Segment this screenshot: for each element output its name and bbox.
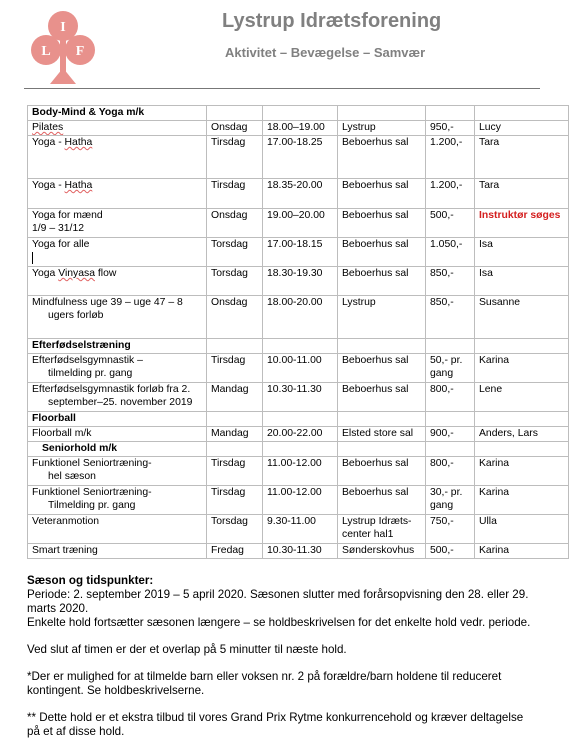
- logo-letter-l: L: [41, 44, 51, 59]
- instructor-cell-text: Lene: [479, 384, 503, 395]
- empty-cell: [263, 339, 338, 354]
- activity-cell-text: Yoga for alle: [32, 239, 90, 250]
- time-cell-text: 11.00-12.00: [267, 487, 322, 498]
- time-cell-text: 18.00-20.00: [267, 297, 323, 308]
- activity-cell: [28, 383, 207, 412]
- activity-cell-text: Yoga for mænd: [32, 210, 103, 221]
- instructor-cell: [475, 209, 569, 238]
- instructor-cell-text: Karina: [479, 487, 510, 498]
- activity-cell-text-line2: september–25. november 2019: [48, 396, 193, 408]
- period-line-3: Enkelte hold fortsætter sæsonen længere – se holdbeskrivelsen for det enkelte hold vedr. periode.: [27, 616, 531, 629]
- day-cell-text: Onsdag: [211, 297, 248, 308]
- activity-cell-text-line2: hel sæson: [48, 470, 96, 482]
- time-cell: [263, 121, 338, 136]
- instructor-cell-text: Karina: [479, 458, 510, 469]
- price-cell-text-line2: gang: [430, 367, 454, 379]
- overlap-note: Ved slut af timen er der et overlap på 5 minutter til næste hold.: [27, 643, 347, 656]
- spellcheck-word: Vinyasa: [58, 268, 95, 279]
- price-cell: [426, 179, 475, 209]
- time-cell: [263, 267, 338, 296]
- empty-cell: [263, 106, 338, 121]
- price-cell-text: 1.200,-: [430, 137, 463, 148]
- price-cell: [426, 544, 475, 559]
- day-cell-text: Torsdag: [211, 268, 248, 279]
- period-line-2: marts 2020.: [27, 602, 89, 615]
- place-cell: [338, 121, 426, 136]
- instructor-cell: [475, 238, 569, 267]
- place-cell: [338, 427, 426, 442]
- empty-cell: [338, 339, 426, 354]
- activity-cell-text-line2: ugers forløb: [48, 309, 104, 321]
- day-cell: [207, 179, 263, 209]
- table-row: [28, 267, 569, 296]
- price-cell: [426, 383, 475, 412]
- instructor-cell: [475, 296, 569, 339]
- day-cell: [207, 427, 263, 442]
- price-cell-text: 50,- pr.: [430, 355, 463, 366]
- empty-cell: [475, 412, 569, 427]
- activity-cell-text: Funktionel Seniortræning-: [32, 487, 152, 498]
- day-cell-text: Mandag: [211, 384, 249, 395]
- table-row: [28, 209, 569, 238]
- activity-cell: [28, 296, 207, 339]
- place-cell-text: Sønderskovhus: [342, 545, 415, 556]
- day-cell-text: Fredag: [211, 545, 244, 556]
- day-cell: [207, 238, 263, 267]
- price-cell-text: 850,-: [430, 268, 454, 279]
- activity-cell-text: Smart træning: [32, 545, 98, 556]
- activity-cell: [28, 238, 207, 267]
- table-row: [28, 238, 569, 267]
- place-cell-text: Lystrup: [342, 122, 376, 133]
- spellcheck-word: Hatha: [64, 137, 93, 148]
- instructor-cell: [475, 427, 569, 442]
- activity-cell: [28, 354, 207, 383]
- place-cell-text: Beboerhus sal: [342, 137, 409, 148]
- activity-cell-text: Yoga Vinyasa flow: [32, 268, 117, 279]
- price-cell-text: 800,-: [430, 458, 454, 469]
- place-cell-text: Lystrup Idræts-: [342, 516, 412, 527]
- instructor-cell-text: Anders, Lars: [479, 428, 538, 439]
- empty-cell: [338, 106, 426, 121]
- day-cell-text: Torsdag: [211, 516, 248, 527]
- time-cell: [263, 238, 338, 267]
- day-cell-text: Onsdag: [211, 210, 248, 221]
- season-notes: [27, 574, 557, 739]
- time-cell: [263, 383, 338, 412]
- activity-cell: [28, 457, 207, 486]
- lif-logo: [22, 6, 104, 88]
- logo-letter-i: I: [60, 20, 66, 35]
- price-cell-text: 850,-: [430, 297, 454, 308]
- instructor-cell: [475, 179, 569, 209]
- time-cell-text: 10.30-11.30: [267, 545, 322, 556]
- section-row: [28, 339, 569, 354]
- instructor-cell-text: Isa: [479, 268, 493, 279]
- place-cell: [338, 486, 426, 515]
- day-cell-text: Torsdag: [211, 239, 248, 250]
- time-cell-text: 18.30-19.30: [267, 268, 323, 279]
- price-cell-text: 900,-: [430, 428, 454, 439]
- place-cell-text: Beboerhus sal: [342, 384, 409, 395]
- price-cell: [426, 209, 475, 238]
- price-cell-text: 30,- pr.: [430, 487, 463, 498]
- extra-note-line-2: på et af disse hold.: [27, 725, 125, 738]
- section-title: [28, 339, 207, 354]
- logo-letter-f: F: [75, 44, 85, 59]
- time-cell: [263, 179, 338, 209]
- day-cell: [207, 544, 263, 559]
- day-cell-text: Onsdag: [211, 122, 248, 133]
- time-cell: [263, 515, 338, 544]
- section-title: [28, 412, 207, 427]
- empty-cell: [426, 412, 475, 427]
- time-cell: [263, 486, 338, 515]
- time-cell-text: 9.30-11.00: [267, 516, 316, 527]
- price-cell-text: 1.200,-: [430, 180, 463, 191]
- empty-cell: [207, 412, 263, 427]
- place-cell: [338, 457, 426, 486]
- empty-cell: [475, 339, 569, 354]
- price-cell: [426, 296, 475, 339]
- section-title-text: Efterfødselstræning: [32, 340, 131, 351]
- day-cell: [207, 486, 263, 515]
- table-row: [28, 383, 569, 412]
- time-cell-text: 20.00-22.00: [267, 428, 323, 439]
- child-note-line-2: kontingent. Se holdbeskrivelserne.: [27, 684, 205, 697]
- spellcheck-word: Hatha: [64, 180, 93, 191]
- activity-cell-text-line2: Tilmelding pr. gang: [48, 499, 136, 511]
- instructor-cell-text: Tara: [479, 180, 500, 191]
- header-divider: [24, 88, 540, 89]
- time-cell-text: 18.35-20.00: [267, 180, 323, 191]
- activity-cell: [28, 515, 207, 544]
- time-cell: [263, 136, 338, 179]
- activity-cell: [28, 486, 207, 515]
- table-row: [28, 136, 569, 179]
- empty-cell: [207, 106, 263, 121]
- place-cell-text: Beboerhus sal: [342, 458, 409, 469]
- instructor-cell: [475, 486, 569, 515]
- instructor-cell-text: Susanne: [479, 297, 521, 308]
- activity-cell: [28, 209, 207, 238]
- child-note-line-1: *Der er mulighed for at tilmelde barn eller voksen nr. 2 på forældre/barn holdene til reduceret: [27, 670, 502, 683]
- activity-cell-text: Yoga - Hatha: [32, 137, 93, 148]
- place-cell: [338, 296, 426, 339]
- activity-cell-text: Mindfulness uge 39 – uge 47 – 8: [32, 297, 183, 308]
- instructor-cell-text: Ulla: [479, 516, 497, 527]
- empty-cell: [338, 412, 426, 427]
- time-cell: [263, 209, 338, 238]
- instructor-cell-text: Karina: [479, 545, 510, 556]
- price-cell: [426, 238, 475, 267]
- empty-cell: [426, 339, 475, 354]
- instructor-cell: [475, 354, 569, 383]
- empty-cell: [475, 106, 569, 121]
- instructor-cell: [475, 121, 569, 136]
- club-title: Lystrup Idrætsforening: [222, 10, 442, 32]
- instructor-cell-text: Isa: [479, 239, 493, 250]
- activity-cell-text: [32, 122, 202, 135]
- place-cell: [338, 136, 426, 179]
- empty-cell: [426, 106, 475, 121]
- activity-cell: [28, 544, 207, 559]
- price-cell-text: 750,-: [430, 516, 454, 527]
- place-cell: [338, 354, 426, 383]
- day-cell: [207, 354, 263, 383]
- section-row: [28, 412, 569, 427]
- table-row: [28, 457, 569, 486]
- time-cell-text: 18.00–19.00: [267, 122, 325, 133]
- table-row: [28, 544, 569, 559]
- place-cell: [338, 544, 426, 559]
- place-cell-text: Beboerhus sal: [342, 487, 409, 498]
- day-cell: [207, 296, 263, 339]
- instructor-cell: [475, 383, 569, 412]
- time-cell: [263, 296, 338, 339]
- place-cell: [338, 179, 426, 209]
- day-cell: [207, 209, 263, 238]
- time-cell: [263, 354, 338, 383]
- place-cell: [338, 383, 426, 412]
- instructor-cell-text: Lucy: [479, 122, 501, 133]
- activity-cell-text-line2: 1/9 – 31/12: [32, 222, 84, 234]
- day-cell: [207, 457, 263, 486]
- place-cell: [338, 209, 426, 238]
- place-cell-text-line2: center hal1: [342, 528, 394, 540]
- empty-cell: [263, 442, 338, 457]
- day-cell-text: Tirsdag: [211, 137, 246, 148]
- day-cell: [207, 515, 263, 544]
- day-cell: [207, 121, 263, 136]
- empty-cell: [207, 442, 263, 457]
- instructor-cell: [475, 544, 569, 559]
- activity-cell-text: Efterfødselsgymnastik –: [32, 355, 143, 366]
- club-subtitle: Aktivitet – Bevægelse – Samvær: [225, 45, 426, 60]
- day-cell-text: Mandag: [211, 428, 249, 439]
- activity-cell: [28, 136, 207, 179]
- table-row: [28, 515, 569, 544]
- instructor-cell-text: Instruktør søges: [479, 210, 561, 221]
- notes-heading: Sæson og tidspunkter:: [27, 574, 154, 587]
- time-cell: [263, 427, 338, 442]
- empty-cell: [263, 412, 338, 427]
- time-cell-text: 11.00-12.00: [267, 458, 322, 469]
- place-cell: [338, 515, 426, 544]
- activity-cell: [28, 179, 207, 209]
- text-cursor: [32, 252, 33, 264]
- time-cell-text: 19.00–20.00: [267, 210, 325, 221]
- table-row: [28, 121, 569, 136]
- price-cell: [426, 121, 475, 136]
- price-cell-text-line2: gang: [430, 499, 454, 511]
- price-cell-text: 800,-: [430, 384, 454, 395]
- place-cell-text: Beboerhus sal: [342, 268, 409, 279]
- day-cell-text: Tirsdag: [211, 487, 246, 498]
- instructor-cell: [475, 267, 569, 296]
- price-cell-text: 1.050,-: [430, 239, 463, 250]
- place-cell: [338, 267, 426, 296]
- instructor-cell-text: Tara: [479, 137, 500, 148]
- time-cell: [263, 544, 338, 559]
- activity-cell: [28, 121, 207, 136]
- period-line-1: Periode: 2. september 2019 – 5 april 2020. Sæsonen slutter med forårsopvisning den 28. eller 29.: [27, 588, 529, 601]
- section-row: [28, 442, 569, 457]
- table-row: [28, 296, 569, 339]
- place-cell-text: Beboerhus sal: [342, 210, 409, 221]
- instructor-cell: [475, 457, 569, 486]
- price-cell: [426, 457, 475, 486]
- price-cell: [426, 267, 475, 296]
- schedule-table: [27, 105, 569, 559]
- price-cell: [426, 515, 475, 544]
- spellcheck-word: Pilates: [32, 122, 64, 133]
- day-cell: [207, 136, 263, 179]
- table-row: [28, 486, 569, 515]
- place-cell-text: Lystrup: [342, 297, 376, 308]
- place-cell-text: Elsted store sal: [342, 428, 414, 439]
- instructor-cell: [475, 515, 569, 544]
- table-row: [28, 179, 569, 209]
- place-cell-text: Beboerhus sal: [342, 355, 409, 366]
- activity-cell-text-line2: tilmelding pr. gang: [48, 367, 133, 379]
- price-cell: [426, 354, 475, 383]
- time-cell: [263, 457, 338, 486]
- empty-cell: [475, 442, 569, 457]
- price-cell: [426, 486, 475, 515]
- price-cell-text: 500,-: [430, 210, 454, 221]
- activity-cell-text: Yoga - Hatha: [32, 180, 93, 191]
- section-title: [28, 106, 207, 121]
- day-cell-text: Tirsdag: [211, 458, 246, 469]
- price-cell: [426, 136, 475, 179]
- place-cell-text: Beboerhus sal: [342, 239, 409, 250]
- empty-cell: [338, 442, 426, 457]
- day-cell: [207, 267, 263, 296]
- activity-cell-text: Efterfødselsgymnastik forløb fra 2.: [32, 384, 191, 395]
- section-title-text: Body-Mind & Yoga m/k: [32, 107, 145, 118]
- day-cell-text: Tirsdag: [211, 180, 246, 191]
- place-cell-text: Beboerhus sal: [342, 180, 409, 191]
- empty-cell: [426, 442, 475, 457]
- time-cell-text: 10.00-11.00: [267, 355, 322, 366]
- section-title: [28, 442, 207, 457]
- table-row: [28, 427, 569, 442]
- activity-cell-text: Funktionel Seniortræning-: [32, 458, 152, 469]
- table-row: [28, 354, 569, 383]
- price-cell-text: 950,-: [430, 122, 454, 133]
- time-cell-text: 17.00-18.15: [267, 239, 323, 250]
- place-cell: [338, 238, 426, 267]
- instructor-cell-text: Karina: [479, 355, 510, 366]
- section-title-text: Floorball: [32, 413, 76, 424]
- day-cell-text: Tirsdag: [211, 355, 246, 366]
- price-cell-text: 500,-: [430, 545, 454, 556]
- instructor-cell: [475, 136, 569, 179]
- activity-cell: [28, 427, 207, 442]
- time-cell-text: 10.30-11.30: [267, 384, 322, 395]
- activity-cell-text: Veteranmotion: [32, 516, 100, 527]
- extra-note-line-1: ** Dette hold er et ekstra tilbud til vores Grand Prix Rytme konkurrencehold og kræver deltagelse: [27, 711, 524, 724]
- activity-cell: [28, 267, 207, 296]
- section-row: [28, 106, 569, 121]
- price-cell: [426, 427, 475, 442]
- time-cell-text: 17.00-18.25: [267, 137, 323, 148]
- activity-cell-text: Floorball m/k: [32, 428, 92, 439]
- day-cell: [207, 383, 263, 412]
- empty-cell: [207, 339, 263, 354]
- section-title-text: Seniorhold m/k: [42, 443, 118, 454]
